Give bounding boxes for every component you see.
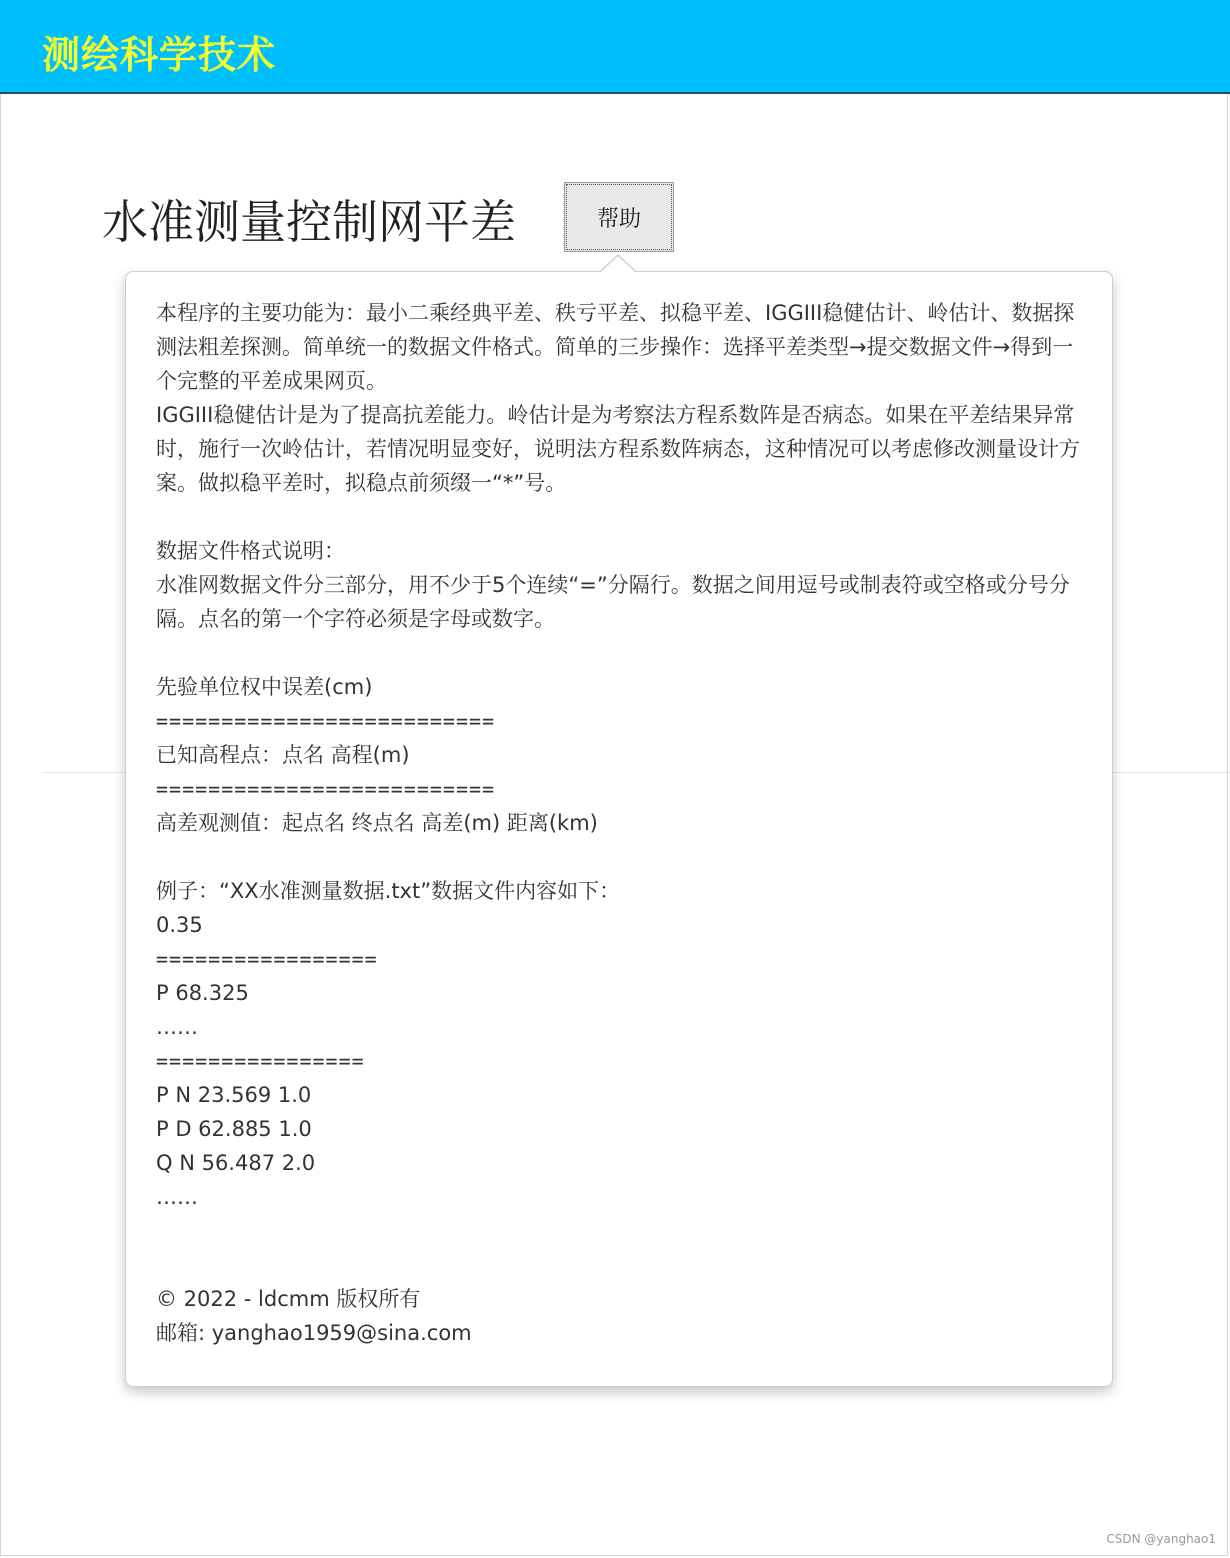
watermark: CSDN @yanghao1 <box>1106 1532 1216 1546</box>
format-separator: ========================== <box>156 709 496 733</box>
example-separator: ================= <box>156 947 378 971</box>
popover-arrow-fill <box>600 256 636 273</box>
example-ellipsis: …… <box>156 1185 198 1209</box>
help-robust-paragraph: IGGIII稳健估计是为了提高抗差能力。岭估计是为考察法方程系数阵是否病态。如果在平差结果异常时，施行一次岭估计，若情况明显变好，说明法方程系数阵病态，这种情况可以考虑修改测量设计方案。做拟稳平差时，拟稳点前须缀一“*”号。 <box>156 403 1080 495</box>
example-sigma: 0.35 <box>156 913 203 937</box>
example-observation: P N 23.569 1.0 <box>156 1083 312 1107</box>
format-separator: ========================== <box>156 777 496 801</box>
example-known-point: P 68.325 <box>156 981 249 1005</box>
help-popover <box>125 271 1113 1387</box>
copyright-text: © 2022 - ldcmm 版权所有 <box>156 1287 421 1311</box>
format-section-known-points: 已知高程点：点名 高程(m) <box>156 743 410 767</box>
example-title: 例子：“XX水准测量数据.txt”数据文件内容如下： <box>156 879 621 903</box>
example-observation: P D 62.885 1.0 <box>156 1117 312 1141</box>
format-section-sigma: 先验单位权中误差(cm) <box>156 675 373 699</box>
page-title: 水准测量控制网平差 <box>102 195 516 249</box>
help-intro-paragraph: 本程序的主要功能为：最小二乘经典平差、秩亏平差、拟稳平差、IGGIII稳健估计、岭估计、数据探测法粗差探测。简单统一的数据文件格式。简单的三步操作：选择平差类型→提交数据文件→得到一个完整的平差成果网页。 <box>156 301 1075 393</box>
help-button[interactable]: 帮助 <box>564 182 674 252</box>
format-title: 数据文件格式说明： <box>156 539 345 563</box>
format-description: 水准网数据文件分三部分，用不少于5个连续“=”分隔行。数据之间用逗号或制表符或空格或分号分隔。点名的第一个字符必须是字母或数字。 <box>156 573 1070 631</box>
brand-link[interactable]: 测绘科学技术 <box>42 33 277 77</box>
example-ellipsis: …… <box>156 1015 198 1039</box>
example-separator: ================ <box>156 1049 365 1073</box>
contact-email: 邮箱: yanghao1959@sina.com <box>156 1321 472 1345</box>
top-navbar <box>0 0 1230 94</box>
format-section-observations: 高差观测值：起点名 终点名 高差(m) 距离(km) <box>156 811 598 835</box>
help-popover-body <box>156 296 1091 1350</box>
example-observation: Q N 56.487 2.0 <box>156 1151 316 1175</box>
